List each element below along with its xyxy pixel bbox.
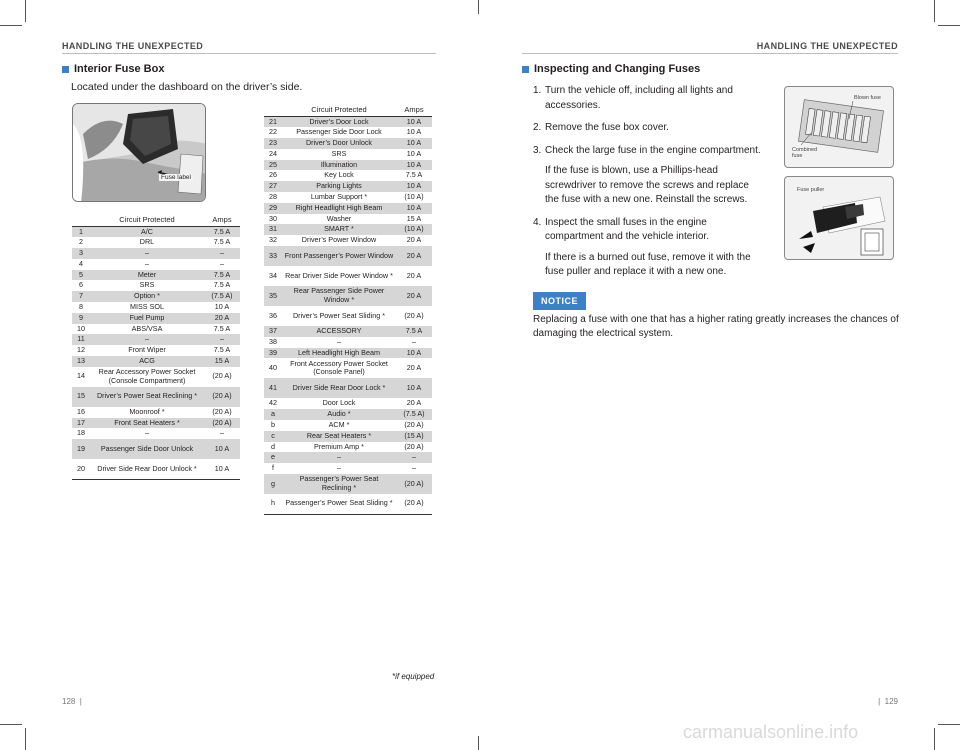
cell-num: 22: [269, 127, 277, 137]
cell-amps: (20 A): [204, 418, 240, 429]
dashboard-fuse-photo: [72, 103, 206, 202]
cell-amps: 7.5 A: [213, 323, 231, 333]
table-row: [264, 358, 432, 378]
cell-circuit: Passenger’s Power Seat Sliding *: [282, 494, 396, 514]
cell-circuit: Driver Side Rear Door Unlock *: [90, 459, 204, 479]
step-4-detail: If there is a burned out fuse, remove it with the fuse puller and replace it with a new one.: [545, 251, 751, 277]
table-row: [72, 387, 240, 407]
cell-num: 19: [72, 439, 90, 459]
cell-num: 11: [72, 334, 90, 345]
cell-circuit: ACM *: [328, 420, 350, 430]
cell-amps: (20 A): [396, 474, 432, 494]
cell-amps: –: [220, 258, 224, 268]
cell-amps: 7.5 A: [405, 170, 423, 180]
watermark: carmanualsonline.info: [683, 722, 859, 742]
table-row: [264, 266, 432, 286]
column-header-circuit: Circuit Protected: [90, 213, 204, 227]
table-row: [264, 170, 432, 181]
table-row: [72, 302, 240, 313]
cell-num: 26: [269, 170, 277, 180]
table-row: [264, 127, 432, 138]
cell-circuit: Moonroof *: [129, 406, 165, 416]
table-row: [72, 459, 240, 479]
cell-amps: 20 A: [396, 286, 432, 306]
table-row: [264, 286, 432, 306]
cell-circuit: Option *: [90, 291, 204, 302]
cell-amps: 7.5 A: [213, 345, 231, 355]
cell-circuit: Driver’s Power Seat Sliding *: [292, 310, 385, 320]
cell-amps: (10 A): [396, 224, 432, 235]
cell-num: g: [264, 474, 282, 494]
step-3-detail: If the fuse is blown, use a Phillips-head screwdriver to remove the screws and replace the fuse with a new one. Reinstall the screws.: [545, 165, 749, 205]
cell-amps: (20 A): [212, 406, 232, 416]
table-header-row: [264, 103, 432, 117]
cell-num: 1: [72, 227, 90, 238]
cell-num: 16: [77, 406, 85, 416]
crop-mark: [478, 736, 479, 750]
cell-amps: –: [204, 248, 240, 259]
cell-amps: 10 A: [396, 348, 432, 359]
step-3: 3. Check the large fuse in the engine compartment.: [533, 144, 761, 156]
table-row: [72, 334, 240, 345]
cell-amps: 20 A: [396, 246, 432, 266]
table-row: [72, 356, 240, 367]
table-row: [264, 463, 432, 474]
table-row: [264, 420, 432, 431]
notice-badge: NOTICE: [533, 292, 586, 310]
table-row: [72, 291, 240, 302]
cell-num: 34: [269, 270, 277, 280]
cell-num: 32: [269, 235, 277, 245]
cell-circuit: Driver’s Door Lock: [282, 117, 396, 128]
crop-mark: [934, 0, 935, 22]
cell-amps: (7.5 A): [396, 409, 432, 420]
cell-num: 36: [269, 310, 277, 320]
cell-circuit: Passenger’s Power Seat Reclining *: [282, 474, 396, 494]
table-header-row: [72, 213, 240, 227]
blown-fuse-illustration: [784, 86, 894, 168]
header-rule-left: [62, 53, 436, 54]
cell-circuit: SMART *: [282, 224, 396, 235]
cell-num: 4: [79, 258, 83, 268]
table-row: [264, 235, 432, 246]
table-row: [264, 192, 432, 203]
cell-circuit: Left Headlight High Beam: [282, 348, 396, 359]
cell-circuit: –: [337, 336, 341, 346]
cell-num: 7: [72, 291, 90, 302]
blown-fuse-label: Blown fuse: [854, 95, 881, 101]
running-header-right: HANDLING THE UNEXPECTED: [756, 41, 898, 51]
cell-num: f: [272, 463, 274, 473]
crop-mark: [478, 0, 479, 14]
cell-num: h: [264, 494, 282, 514]
header-rule-right: [522, 53, 898, 54]
cell-num: 23: [264, 138, 282, 149]
table-row: [264, 326, 432, 337]
table-row: [264, 494, 432, 514]
cell-amps: (20 A): [404, 441, 424, 451]
table-row: [264, 431, 432, 442]
cell-num: 6: [79, 280, 83, 290]
section-bullet-icon: [62, 66, 69, 73]
cell-amps: (10 A): [404, 192, 424, 202]
cell-circuit: –: [90, 334, 204, 345]
table-row: [264, 181, 432, 192]
table-row: [72, 270, 240, 281]
cell-circuit: –: [337, 463, 341, 473]
cell-amps: 20 A: [406, 270, 422, 280]
cell-circuit: SRS: [331, 148, 347, 158]
cell-circuit: Audio *: [282, 409, 396, 420]
table-row: [264, 203, 432, 214]
crop-mark: [938, 25, 960, 26]
running-header-left: HANDLING THE UNEXPECTED: [62, 41, 204, 51]
cell-num: 25: [264, 160, 282, 171]
table-row: [264, 442, 432, 453]
table-row: [72, 280, 240, 291]
cell-circuit: Right Headlight High Beam: [282, 203, 396, 214]
cell-circuit: Driver’s Power Window: [301, 235, 377, 245]
table-row: [264, 306, 432, 326]
cell-circuit: –: [145, 258, 149, 268]
cell-num: 40: [269, 363, 277, 373]
cell-amps: (20 A): [404, 420, 424, 430]
cell-amps: 7.5 A: [213, 280, 231, 290]
cell-num: 39: [264, 348, 282, 359]
cell-num: 12: [77, 345, 85, 355]
cell-amps: 10 A: [396, 378, 432, 398]
table-row: [264, 378, 432, 398]
cell-num: 2: [79, 237, 83, 247]
cell-num: 24: [269, 148, 277, 158]
cell-circuit: Illumination: [282, 160, 396, 171]
cell-circuit: Passenger Side Door Lock: [296, 127, 382, 137]
cell-amps: 20 A: [406, 398, 422, 408]
dashboard-illustration: [73, 104, 206, 202]
cell-circuit: DRL: [139, 237, 155, 247]
cell-circuit: A/C: [90, 227, 204, 238]
cell-circuit: Driver Side Rear Door Lock *: [282, 378, 396, 398]
cell-num: 35: [264, 286, 282, 306]
table-row: [264, 348, 432, 359]
cell-num: 17: [72, 418, 90, 429]
fuse-table-2: [264, 103, 432, 515]
cell-amps: 15 A: [406, 213, 422, 223]
crop-mark: [25, 0, 26, 22]
cell-amps: 10 A: [406, 148, 422, 158]
cell-circuit: Front Wiper: [128, 345, 166, 355]
cell-num: 20: [72, 459, 90, 479]
table-row: [72, 345, 240, 356]
column-header-amps: Amps: [396, 103, 432, 117]
cell-num: 38: [269, 336, 277, 346]
cell-amps: 10 A: [396, 117, 432, 128]
table-row: [72, 439, 240, 459]
cell-num: 33: [264, 246, 282, 266]
cell-num: 42: [269, 398, 277, 408]
cell-num: 5: [72, 270, 90, 281]
cell-amps: –: [396, 452, 432, 463]
cell-amps: (20 A): [396, 494, 432, 514]
cell-amps: 10 A: [406, 127, 422, 137]
cell-circuit: Door Lock: [322, 398, 356, 408]
cell-num: 15: [72, 387, 90, 407]
cell-circuit: –: [145, 428, 149, 438]
fuse-label-callout: Fuse label: [161, 174, 191, 181]
cell-num: a: [264, 409, 282, 420]
step-2: 2. Remove the fuse box cover.: [533, 122, 669, 133]
cell-num: 37: [264, 326, 282, 337]
table-row: [72, 418, 240, 429]
cell-amps: –: [204, 334, 240, 345]
cell-num: 27: [264, 181, 282, 192]
cell-amps: 10 A: [204, 459, 240, 479]
table-row: [72, 248, 240, 259]
cell-amps: –: [412, 336, 416, 346]
cell-amps: –: [412, 463, 416, 473]
cell-circuit: Rear Driver Side Power Window *: [285, 270, 393, 280]
crop-mark: [0, 724, 22, 725]
cell-amps: (20 A): [212, 371, 232, 381]
cell-circuit: Driver’s Door Unlock: [282, 138, 396, 149]
combined-fuse-label: Combined fuse: [792, 147, 818, 159]
cell-num: 28: [269, 192, 277, 202]
footnote-if-equipped: *if equipped: [392, 672, 435, 681]
cell-amps: 7.5 A: [396, 326, 432, 337]
cell-circuit: ACG: [90, 356, 204, 367]
table-row: [72, 324, 240, 335]
table-row: [264, 398, 432, 409]
cell-circuit: Rear Passenger Side Power Window *: [282, 286, 396, 306]
table-row: [264, 214, 432, 225]
cell-circuit: Rear Accessory Power Socket (Console Compartment): [98, 367, 196, 385]
cell-amps: 20 A: [406, 363, 422, 373]
cell-amps: 10 A: [214, 302, 230, 312]
cell-amps: 10 A: [396, 203, 432, 214]
cell-amps: –: [220, 428, 224, 438]
cell-circuit: Washer: [326, 213, 352, 223]
cell-circuit: MISS SOL: [130, 302, 164, 312]
page-number-left: 128 |: [62, 697, 82, 706]
table-row: [72, 313, 240, 324]
crop-mark: [0, 25, 22, 26]
cell-circuit: ACCESSORY: [282, 326, 396, 337]
table-row: [72, 227, 240, 238]
cell-circuit: Premium Amp *: [314, 441, 364, 451]
table-row: [264, 337, 432, 348]
table-row: [264, 452, 432, 463]
cell-circuit: SRS: [139, 280, 155, 290]
cell-num: 13: [72, 356, 90, 367]
cell-amps: (20 A): [404, 310, 424, 320]
cell-amps: 10 A: [396, 181, 432, 192]
cell-amps: 7.5 A: [213, 237, 231, 247]
section-title-interior-fuse-box: Interior Fuse Box: [62, 63, 164, 75]
cell-num: 18: [77, 428, 85, 438]
cell-circuit: Driver’s Power Seat Reclining *: [90, 387, 204, 407]
cell-num: d: [271, 441, 275, 451]
cell-circuit: Fuel Pump: [90, 313, 204, 324]
cell-num: 21: [264, 117, 282, 128]
cell-circuit: Front Accessory Power Socket (Console Panel): [290, 358, 388, 377]
crop-mark: [938, 724, 960, 725]
cell-amps: 7.5 A: [204, 270, 240, 281]
notice-text: Replacing a fuse with one that has a higher rating greatly increases the chances of damaging the electrical system.: [533, 314, 899, 339]
cell-num: b: [271, 420, 275, 430]
cell-circuit: Meter: [90, 270, 204, 281]
table-row: [264, 474, 432, 494]
cell-num: 8: [79, 302, 83, 312]
table-row: [72, 407, 240, 418]
cell-circuit: Key Lock: [324, 170, 354, 180]
table-row: [72, 428, 240, 439]
cell-num: 31: [264, 224, 282, 235]
table-row: [72, 259, 240, 270]
table-row: [264, 246, 432, 266]
table-row: [264, 149, 432, 160]
cell-circuit: Front Passenger’s Power Window: [282, 246, 396, 266]
cell-amps: (15 A): [396, 431, 432, 442]
cell-circuit: –: [282, 452, 396, 463]
cell-circuit: Front Seat Heaters *: [90, 418, 204, 429]
cell-amps: 20 A: [406, 235, 422, 245]
table-row: [72, 367, 240, 387]
cell-circuit: –: [90, 248, 204, 259]
cell-circuit: Parking Lights: [282, 181, 396, 192]
fuse-steps-list: [533, 84, 765, 288]
cell-circuit: Rear Seat Heaters *: [282, 431, 396, 442]
column-header-amps: Amps: [204, 213, 240, 227]
cell-num: 3: [72, 248, 90, 259]
table-row: [264, 117, 432, 128]
column-header-circuit: Circuit Protected: [282, 103, 396, 117]
crop-mark: [934, 728, 935, 750]
step-4: 4. Inspect the small fuses in the engine compartment and the vehicle interior.: [533, 216, 709, 242]
cell-amps: 10 A: [396, 138, 432, 149]
cell-circuit: Lumbar Support *: [310, 192, 368, 202]
fuse-table-1: [72, 213, 240, 480]
cell-amps: 20 A: [204, 313, 240, 324]
section-bullet-icon: [522, 66, 529, 73]
cell-num: 14: [77, 371, 85, 381]
intro-text: Located under the dashboard on the driver’s side.: [71, 81, 303, 93]
cell-num: 30: [269, 213, 277, 223]
cell-num: 41: [264, 378, 282, 398]
crop-mark: [25, 728, 26, 750]
fuse-puller-label: Fuse puller: [797, 187, 825, 193]
section-title-inspecting-fuses: Inspecting and Changing Fuses: [522, 63, 700, 75]
page-number-right: | 129: [878, 697, 898, 706]
cell-amps: (7.5 A): [204, 291, 240, 302]
cell-num: 9: [72, 313, 90, 324]
step-1: 1. Turn the vehicle off, including all lights and accessories.: [533, 85, 733, 111]
table-row: [264, 138, 432, 149]
table-row: [264, 160, 432, 171]
cell-num: 29: [264, 203, 282, 214]
table-row: [72, 237, 240, 248]
cell-amps: 7.5 A: [204, 227, 240, 238]
cell-amps: (20 A): [204, 387, 240, 407]
cell-num: 10: [77, 323, 85, 333]
cell-circuit: ABS/VSA: [131, 323, 163, 333]
cell-amps: 10 A: [204, 439, 240, 459]
table-row: [264, 409, 432, 420]
cell-num: c: [264, 431, 282, 442]
cell-amps: 15 A: [204, 356, 240, 367]
fuse-puller-illustration: [784, 176, 894, 260]
cell-num: e: [264, 452, 282, 463]
cell-amps: 10 A: [396, 160, 432, 171]
cell-circuit: Passenger Side Door Unlock: [90, 439, 204, 459]
table-row: [264, 224, 432, 235]
